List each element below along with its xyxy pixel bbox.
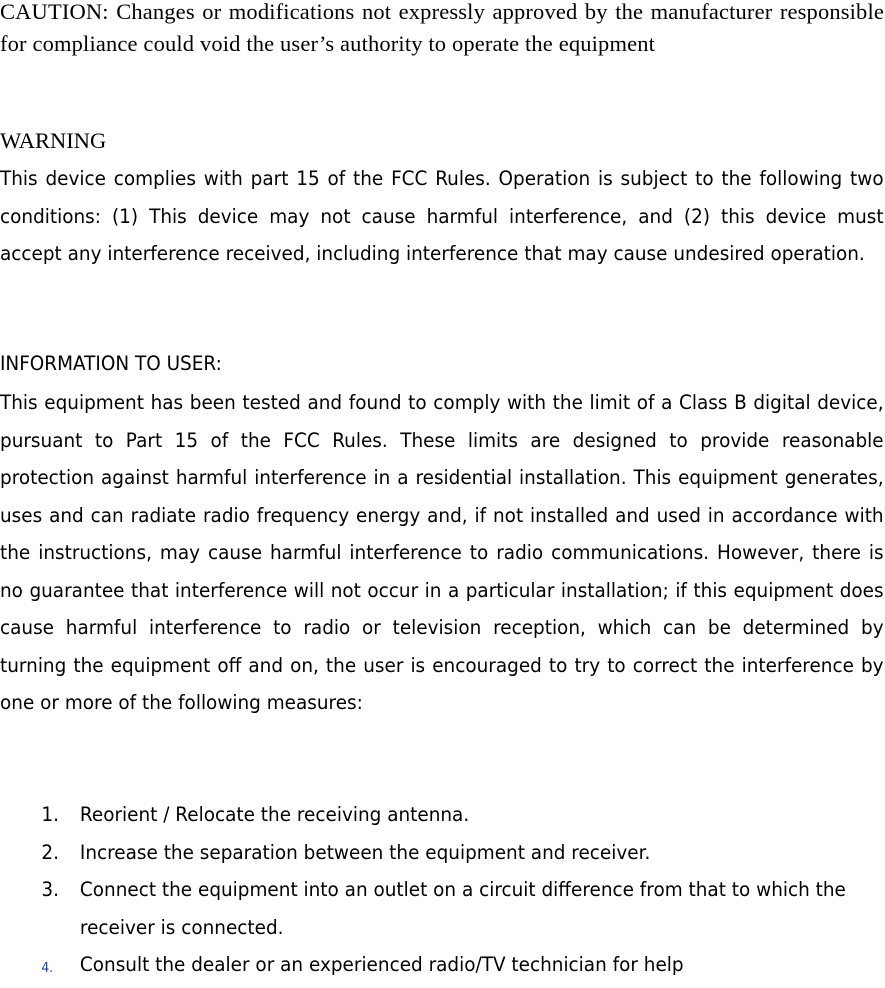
list-item-text: Consult the dealer or an experienced radio/TV technician for help [79,953,684,976]
list-item [0,834,884,872]
list-item-number: 1. [41,803,59,826]
warning-heading: WARNING [0,128,107,153]
list-item-number: 4. [41,961,54,976]
list-item [0,871,884,946]
information-heading: INFORMATION TO USER: [0,352,222,375]
list-item-number: 2. [41,840,59,864]
caution-paragraph: CAUTION: Changes or modifications not expressly approved by the manufacturer responsible for compliance could void the user’s authority to operate the equipment [0,0,884,56]
warning-paragraph: This device complies with part 15 of the FCC Rules. Operation is subject to the following two conditions: (1) This device may not cause harmful interference, and (2) this device must accept any interference received, including interference that may cause undesired operation. [0,167,884,265]
list-item-text: Increase the separation between the equipment and receiver. [79,840,651,864]
list-item-text: Connect the equipment into an outlet on a circuit difference from that to which the receiver is connected. [79,878,846,939]
list-item-text: Reorient / Relocate the receiving antenna. [79,803,470,826]
information-paragraph: This equipment has been tested and found to comply with the limit of a Class B digital device, pursuant to Part 15 of the FCC Rules. These limits are designed to provide reasonable protection against harmful interference in a residential installation. This equipment generates, uses and can radiate radio frequency energy and, if not installed and used in accordance with the instructions, may cause harmful interference to radio communications. However, there is no guarantee that interference will not occur in a particular installation; if this equipment does cause harmful interference to radio or television reception, which can be determined by turning the equipment off and on, the user is encouraged to try to correct the interference by one or more of the following measures: [0,391,884,714]
list-item-number: 3. [41,878,59,901]
list-item [0,796,884,834]
measures-list [0,796,884,984]
